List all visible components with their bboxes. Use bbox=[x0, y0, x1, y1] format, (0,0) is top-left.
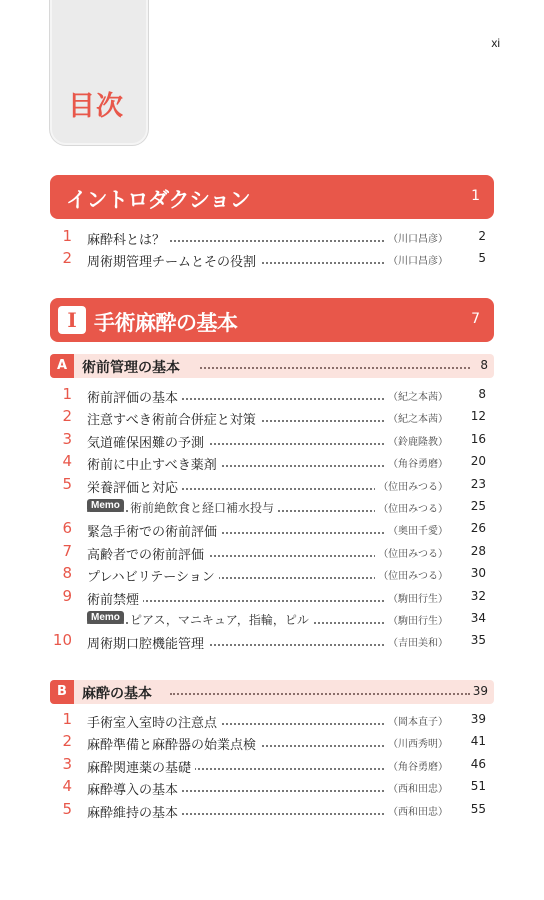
entry-page: 35 bbox=[470, 633, 486, 648]
entry-author: （奥田千愛） bbox=[385, 522, 448, 537]
entry-page: 8 bbox=[478, 387, 486, 401]
entry-page: 39 bbox=[470, 712, 486, 726]
entry-number: 6 bbox=[62, 519, 72, 538]
entry-title: 術前に中止すべき薬剤 bbox=[87, 454, 221, 473]
entry-author: （岡本直子） bbox=[385, 713, 448, 728]
entry-page: 23 bbox=[470, 476, 486, 491]
entry-page: 46 bbox=[470, 756, 486, 771]
entry-title: 麻酔科とは？ bbox=[87, 229, 169, 248]
entry-number: 1 bbox=[62, 227, 72, 245]
toc-entry[interactable] bbox=[50, 733, 494, 753]
entry-number: 7 bbox=[62, 541, 72, 560]
memo-badge: Memo bbox=[87, 499, 124, 512]
entry-page: 30 bbox=[470, 566, 486, 581]
section-a-header[interactable] bbox=[50, 354, 494, 378]
entry-title: 麻酔維持の基本 bbox=[87, 802, 182, 821]
entry-page: 20 bbox=[470, 454, 486, 469]
entry-page: 25 bbox=[470, 499, 486, 513]
entry-title: 高齢者での術前評価 bbox=[87, 544, 208, 563]
entry-number: 4 bbox=[62, 777, 72, 796]
entry-author: （鈴鹿隆教） bbox=[385, 433, 448, 448]
entry-title: ピアス，マニキュア，指輪，ピル bbox=[130, 611, 313, 628]
entry-author: （位田みつる） bbox=[375, 567, 448, 582]
part1-banner[interactable] bbox=[50, 298, 494, 342]
entry-title: 麻酔導入の基本 bbox=[87, 779, 182, 798]
entry-author: （西和田忠） bbox=[385, 803, 448, 818]
section-b-header[interactable] bbox=[50, 680, 494, 704]
entry-number: 5 bbox=[62, 799, 72, 818]
entry-page: 16 bbox=[470, 431, 486, 446]
entry-author: （駒田行生） bbox=[385, 612, 448, 627]
memo-badge: Memo bbox=[87, 611, 124, 624]
entry-page: 34 bbox=[470, 611, 486, 625]
entry-page: 32 bbox=[470, 588, 486, 603]
toc-entry[interactable] bbox=[50, 498, 494, 518]
section-b-letter: B bbox=[50, 680, 74, 704]
toc-entry[interactable] bbox=[50, 408, 494, 428]
page-number: xi bbox=[491, 36, 500, 50]
entry-author: （吉田美和） bbox=[385, 634, 448, 649]
toc-entry[interactable] bbox=[50, 610, 494, 630]
entry-number: 2 bbox=[62, 732, 72, 751]
entry-title: 注意すべき術前合併症と対策 bbox=[87, 409, 260, 428]
toc-entry[interactable] bbox=[50, 632, 494, 652]
toc-entry[interactable] bbox=[50, 756, 494, 776]
toc-entry[interactable] bbox=[50, 588, 494, 608]
entry-number: 4 bbox=[62, 452, 72, 471]
entry-author: （駒田行生） bbox=[385, 590, 448, 605]
section-b-page: 39 bbox=[472, 684, 488, 698]
intro-page: 1 bbox=[471, 188, 480, 204]
entry-title: 気道確保困難の予測 bbox=[87, 432, 208, 451]
entry-author: （川口昌彦） bbox=[385, 230, 448, 245]
section-a-letter: A bbox=[50, 354, 74, 378]
toc-entry[interactable] bbox=[50, 520, 494, 540]
section-a-page: 8 bbox=[480, 358, 488, 372]
entry-author: （位田みつる） bbox=[375, 545, 448, 560]
section-a-title: 術前管理の基本 bbox=[82, 357, 183, 377]
entry-title: 手術室入室時の注意点 bbox=[87, 712, 221, 731]
entry-number: 2 bbox=[62, 407, 72, 426]
toc-entry[interactable] bbox=[50, 543, 494, 563]
toc-entry[interactable] bbox=[50, 386, 494, 406]
entry-title: 緊急手術での術前評価 bbox=[87, 521, 221, 540]
entry-number: 2 bbox=[62, 249, 72, 267]
entry-title: 術前評価の基本 bbox=[87, 387, 182, 406]
entry-title: 麻酔関連薬の基礎 bbox=[87, 757, 195, 776]
entry-number: 5 bbox=[62, 474, 72, 493]
toc-entry[interactable] bbox=[50, 801, 494, 821]
section-b-title: 麻酔の基本 bbox=[82, 683, 155, 703]
entry-number: 1 bbox=[62, 710, 72, 728]
entry-title: 術前絶飲食と経口補水投与 bbox=[130, 499, 278, 516]
entry-author: （川口昌彦） bbox=[385, 252, 448, 267]
entry-author: （位田みつる） bbox=[375, 500, 448, 515]
entry-title: 術前禁煙 bbox=[87, 589, 143, 608]
toc-entry[interactable] bbox=[50, 431, 494, 451]
entry-number: 9 bbox=[62, 586, 72, 605]
intro-title: イントロダクション bbox=[66, 188, 251, 212]
toc-entry[interactable] bbox=[50, 565, 494, 585]
toc-tab bbox=[50, 0, 148, 145]
entry-page: 41 bbox=[470, 734, 486, 749]
toc-entry[interactable] bbox=[50, 476, 494, 496]
toc-entry[interactable] bbox=[50, 250, 494, 270]
entry-page: 51 bbox=[470, 779, 486, 794]
entry-author: （角谷勇磨） bbox=[385, 455, 448, 470]
entry-number: 10 bbox=[52, 631, 72, 650]
entry-page: 5 bbox=[478, 251, 486, 265]
entry-title: 麻酔準備と麻酔器の始業点検 bbox=[87, 734, 260, 753]
entry-author: （西和田忠） bbox=[385, 780, 448, 795]
entry-author: （位田みつる） bbox=[375, 478, 448, 493]
entry-title: 栄養評価と対応 bbox=[87, 477, 182, 496]
entry-page: 26 bbox=[470, 521, 486, 536]
entry-title: 周術期管理チームとその役割 bbox=[87, 251, 260, 270]
toc-entry[interactable] bbox=[50, 228, 494, 248]
part1-roman: I bbox=[58, 306, 86, 334]
intro-banner[interactable] bbox=[50, 175, 494, 219]
entry-number: 3 bbox=[62, 754, 72, 773]
entry-page: 2 bbox=[478, 229, 486, 243]
entry-title: 周術期口腔機能管理 bbox=[87, 633, 208, 652]
entry-number: 1 bbox=[62, 385, 72, 403]
entry-number: 3 bbox=[62, 429, 72, 448]
toc-entry[interactable] bbox=[50, 453, 494, 473]
entry-author: （紀之本茜） bbox=[385, 410, 448, 425]
toc-entry[interactable] bbox=[50, 711, 494, 731]
part1-page: 7 bbox=[471, 311, 480, 327]
entry-title: プレハビリテーション bbox=[87, 566, 219, 585]
toc-title: 目次 bbox=[68, 91, 124, 122]
entry-page: 12 bbox=[470, 409, 486, 424]
entry-number: 8 bbox=[62, 564, 72, 583]
section-a-dots bbox=[200, 367, 470, 369]
section-b-dots bbox=[170, 693, 470, 695]
part1-title: 手術麻酔の基本 bbox=[94, 311, 238, 335]
entry-author: （紀之本茜） bbox=[385, 388, 448, 403]
entry-author: （角谷勇磨） bbox=[385, 758, 448, 773]
entry-page: 55 bbox=[470, 801, 486, 816]
toc-entry[interactable] bbox=[50, 778, 494, 798]
entry-author: （川西秀明） bbox=[385, 735, 448, 750]
entry-page: 28 bbox=[470, 543, 486, 558]
